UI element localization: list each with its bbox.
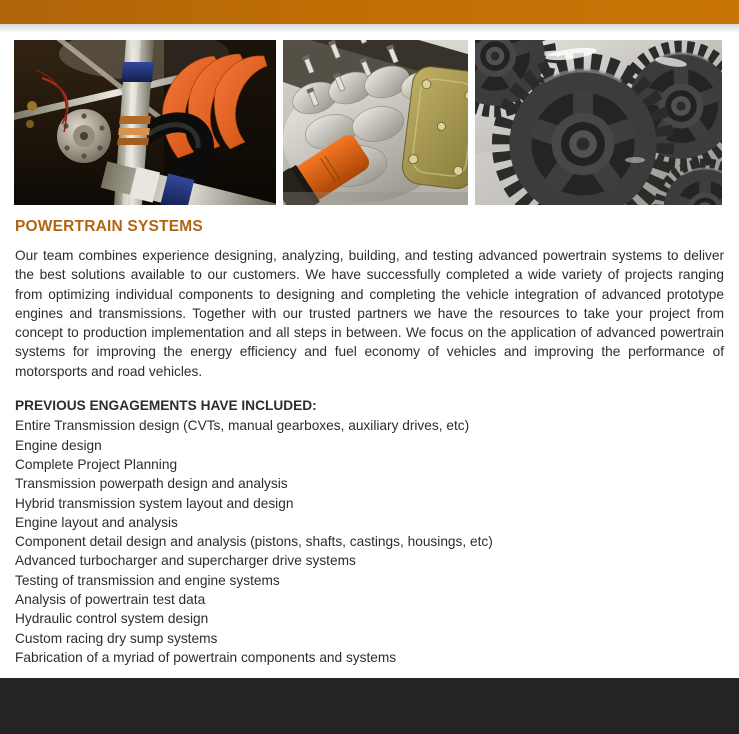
engagement-item: Entire Transmission design (CVTs, manual gearboxes, auxiliary drives, etc) — [15, 418, 470, 434]
intro-paragraph: Our team combines experience designing, analyzing, building, and testing advanced powertrain systems to deliver the best solutions available to our customers. We have successfully completed a wide variety of projects ranging from optimizing individual components to designing and completing the vehicle integration of advanced prototype engines and transmissions. Together with our trusted partners we have the resources to take your project from concept to production implementation and all steps in between. We focus on the application of advanced powertrain systems for improving the energy efficiency and fuel economy of vehicles and improving the performance of motorsports and road vehicles. — [15, 248, 724, 379]
footer-bar — [0, 678, 739, 734]
engagement-item: Testing of transmission and engine systems — [15, 572, 280, 588]
page-title: POWERTRAIN SYSTEMS — [15, 218, 203, 235]
engagement-item: Component detail design and analysis (pistons, shafts, castings, housings, etc) — [15, 534, 493, 550]
transmission-gears-render — [475, 40, 722, 205]
engagement-item: Complete Project Planning — [15, 456, 178, 472]
photo-gallery — [0, 33, 739, 205]
engine-casting-photo — [283, 40, 468, 205]
engagement-item: Transmission powerpath design and analysis — [15, 476, 288, 492]
engagement-item: Advanced turbocharger and supercharger drive systems — [15, 553, 356, 569]
racing-engine-photo — [14, 40, 276, 205]
top-accent-bar-shadow — [0, 24, 739, 33]
engagement-item: Custom racing dry sump systems — [15, 630, 218, 646]
content-area — [0, 218, 739, 667]
top-accent-bar — [0, 0, 739, 24]
engagements-heading: PREVIOUS ENGAGEMENTS HAVE INCLUDED: — [15, 398, 317, 414]
engagements-list — [15, 416, 724, 667]
engagement-item: Engine layout and analysis — [15, 514, 178, 530]
engagement-item: Engine design — [15, 437, 102, 453]
engagement-item: Analysis of powertrain test data — [15, 592, 206, 608]
engagement-item: Fabrication of a myriad of powertrain components and systems — [15, 649, 397, 665]
engagement-item: Hybrid transmission system layout and design — [15, 495, 294, 511]
engagement-item: Hydraulic control system design — [15, 611, 209, 627]
